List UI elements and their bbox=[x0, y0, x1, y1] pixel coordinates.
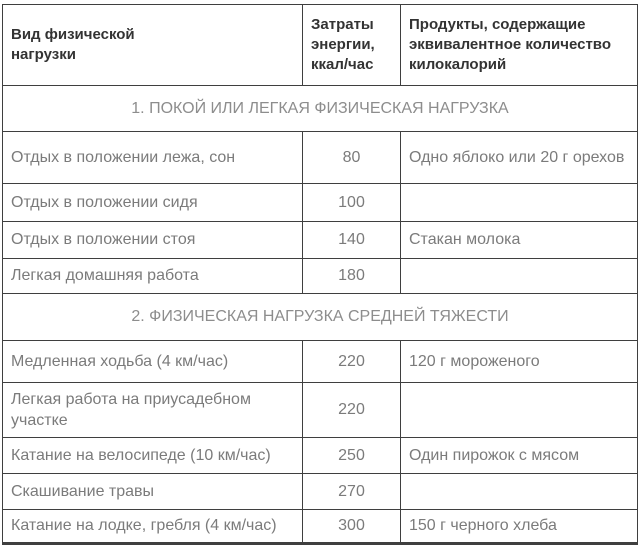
table-row bbox=[3, 132, 638, 184]
table-row bbox=[3, 184, 638, 222]
kcal-cell: 80 bbox=[303, 132, 401, 184]
table-row bbox=[3, 510, 638, 544]
kcal-cell: 300 bbox=[303, 510, 401, 544]
food-cell bbox=[401, 474, 638, 510]
section-title: 1. ПОКОЙ ИЛИ ЛЕГКАЯ ФИЗИЧЕСКАЯ НАГРУЗКА bbox=[3, 86, 638, 132]
activity-cell: Катание на велосипеде (10 км/час) bbox=[3, 438, 303, 474]
activity-cell: Легкая домашняя работа bbox=[3, 259, 303, 294]
activity-cell: Отдых в положении сидя bbox=[3, 184, 303, 222]
food-cell: Один пирожок с мясом bbox=[401, 438, 638, 474]
kcal-cell: 220 bbox=[303, 383, 401, 438]
table-row bbox=[3, 474, 638, 510]
food-cell: 150 г черного хлеба bbox=[401, 510, 638, 544]
table-row bbox=[3, 341, 638, 383]
activity-cell: Катание на лодке, гребля (4 км/час) bbox=[3, 510, 303, 544]
table-row bbox=[3, 259, 638, 294]
table-row bbox=[3, 222, 638, 259]
section-title: 2. ФИЗИЧЕСКАЯ НАГРУЗКА СРЕДНЕЙ ТЯЖЕСТИ bbox=[3, 294, 638, 341]
food-cell: 120 г мороженого bbox=[401, 341, 638, 383]
column-header-food: Продукты, содержащие эквивалентное количество килокалорий bbox=[401, 5, 638, 86]
food-cell bbox=[401, 184, 638, 222]
kcal-cell: 220 bbox=[303, 341, 401, 383]
table-row bbox=[3, 438, 638, 474]
activity-cell: Отдых в положении стоя bbox=[3, 222, 303, 259]
activity-cell: Скашивание травы bbox=[3, 474, 303, 510]
activity-cell: Отдых в положении лежа, сон bbox=[3, 132, 303, 184]
table-row bbox=[3, 383, 638, 438]
kcal-cell: 100 bbox=[303, 184, 401, 222]
section-header-2 bbox=[3, 294, 638, 341]
food-cell: Стакан молока bbox=[401, 222, 638, 259]
food-cell bbox=[401, 383, 638, 438]
kcal-cell: 140 bbox=[303, 222, 401, 259]
kcal-cell: 180 bbox=[303, 259, 401, 294]
section-header-1 bbox=[3, 86, 638, 132]
kcal-cell: 250 bbox=[303, 438, 401, 474]
column-header-activity bbox=[3, 5, 303, 86]
food-cell: Одно яблоко или 20 г орехов bbox=[401, 132, 638, 184]
column-header-activity-label: Вид физической нагрузки bbox=[11, 26, 135, 63]
activity-cell: Легкая работа на приусадебном участке bbox=[3, 383, 303, 438]
food-cell bbox=[401, 259, 638, 294]
header-row bbox=[3, 5, 638, 86]
activity-cell: Медленная ходьба (4 км/час) bbox=[3, 341, 303, 383]
energy-expenditure-table bbox=[2, 4, 638, 545]
column-header-kcal: Затраты энергии, ккал/час bbox=[303, 5, 401, 86]
kcal-cell: 270 bbox=[303, 474, 401, 510]
